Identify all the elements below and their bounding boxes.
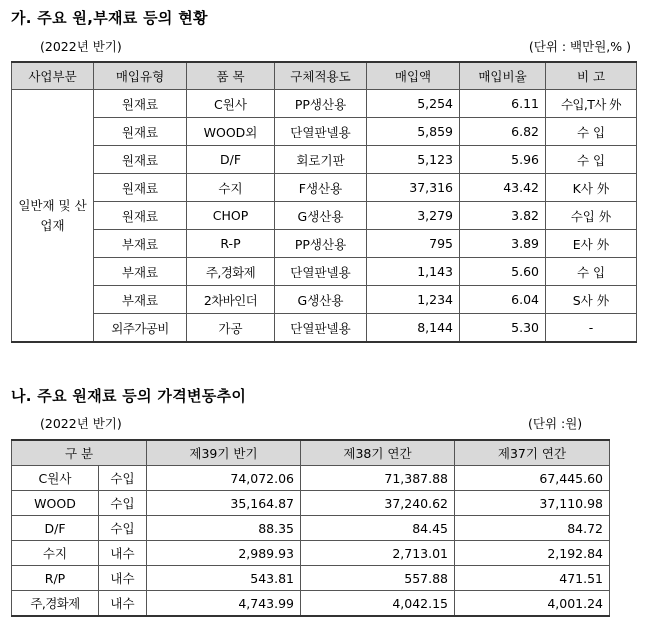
note-cell: 수입 外 [546,202,637,230]
ratio-cell: 5.96 [460,146,546,174]
price-39-cell: 88.35 [147,516,301,541]
section2-period: (2022년 반기) [40,416,122,431]
section2-unit: (단위 :원) [528,416,583,431]
price-38-cell: 37,240.62 [301,491,455,516]
usage-cell: G생산용 [275,286,367,314]
material-name-cell: C원사 [12,466,99,491]
table-row [12,541,610,566]
ratio-cell: 43.42 [460,174,546,202]
ratio-cell: 6.11 [460,90,546,118]
price-38-cell: 4,042.15 [301,591,455,617]
price-38-cell: 557.88 [301,566,455,591]
price-39-cell: 74,072.06 [147,466,301,491]
price-39-cell: 543.81 [147,566,301,591]
header-period-39: 제39기 반기 [147,440,301,466]
header-period-37: 제37기 연간 [455,440,610,466]
type-cell: 원재료 [94,90,187,118]
header-item: 품 목 [187,62,275,90]
usage-cell: F생산용 [275,174,367,202]
header-category: 구 분 [12,440,147,466]
note-cell: 수 입 [546,118,637,146]
item-cell: C원사 [187,90,275,118]
section1-unit: (단위 : 백만원,% ) [528,39,631,54]
usage-cell: G생산용 [275,202,367,230]
table-row [12,230,637,258]
note-cell: - [546,314,637,343]
price-38-cell: 71,387.88 [301,466,455,491]
table-row [12,286,637,314]
type-cell: 원재료 [94,174,187,202]
usage-cell: PP생산용 [275,90,367,118]
amount-cell: 1,234 [367,286,460,314]
price-37-cell: 67,445.60 [455,466,610,491]
table-row [12,591,610,617]
source-cell: 수입 [99,491,147,516]
item-cell: 수지 [187,174,275,202]
amount-cell: 5,123 [367,146,460,174]
type-cell: 외주가공비 [94,314,187,343]
note-cell: K사 外 [546,174,637,202]
usage-cell: 단열판넬용 [275,314,367,343]
price-39-cell: 35,164.87 [147,491,301,516]
table-row [12,118,637,146]
header-note: 비 고 [546,62,637,90]
note-cell: S사 外 [546,286,637,314]
table-header-row [12,440,610,466]
header-purchase-type: 매입유형 [94,62,187,90]
header-ratio: 매입비율 [460,62,546,90]
ratio-cell: 6.82 [460,118,546,146]
material-name-cell: D/F [12,516,99,541]
note-cell: E사 外 [546,230,637,258]
type-cell: 부재료 [94,230,187,258]
table-row [12,258,637,286]
price-37-cell: 84.72 [455,516,610,541]
price-39-cell: 4,743.99 [147,591,301,617]
usage-cell: PP생산용 [275,230,367,258]
source-cell: 수입 [99,466,147,491]
source-cell: 내수 [99,591,147,617]
price-trend-table [11,439,610,617]
price-37-cell: 2,192.84 [455,541,610,566]
table-row [12,566,610,591]
table-header-row [12,62,637,90]
table-row [12,314,637,343]
header-period-38: 제38기 연간 [301,440,455,466]
table-row [12,174,637,202]
item-cell: R-P [187,230,275,258]
price-38-cell: 2,713.01 [301,541,455,566]
division-cell: 일반재 및 산업재 [12,90,94,343]
ratio-cell: 6.04 [460,286,546,314]
amount-cell: 1,143 [367,258,460,286]
usage-cell: 단열판넬용 [275,258,367,286]
note-cell: 수 입 [546,258,637,286]
type-cell: 원재료 [94,118,187,146]
section2-heading: 나. 주요 원재료 등의 가격변동추이 [11,387,247,405]
item-cell: 2차바인더 [187,286,275,314]
amount-cell: 795 [367,230,460,258]
table-row [12,146,637,174]
header-amount: 매입액 [367,62,460,90]
item-cell: 가공 [187,314,275,343]
price-37-cell: 471.51 [455,566,610,591]
price-38-cell: 84.45 [301,516,455,541]
amount-cell: 3,279 [367,202,460,230]
material-name-cell: WOOD [12,491,99,516]
usage-cell: 단열판넬용 [275,118,367,146]
ratio-cell: 5.30 [460,314,546,343]
amount-cell: 5,254 [367,90,460,118]
material-name-cell: 수지 [12,541,99,566]
material-name-cell: 주,경화제 [12,591,99,617]
item-cell: CHOP [187,202,275,230]
table-row [12,90,637,118]
note-cell: 수입,T사 外 [546,90,637,118]
type-cell: 원재료 [94,202,187,230]
table-row [12,202,637,230]
header-division: 사업부문 [12,62,94,90]
source-cell: 내수 [99,541,147,566]
raw-materials-table [11,61,637,343]
usage-cell: 회로기판 [275,146,367,174]
source-cell: 내수 [99,566,147,591]
amount-cell: 5,859 [367,118,460,146]
amount-cell: 37,316 [367,174,460,202]
material-name-cell: R/P [12,566,99,591]
price-39-cell: 2,989.93 [147,541,301,566]
item-cell: WOOD외 [187,118,275,146]
ratio-cell: 3.89 [460,230,546,258]
ratio-cell: 5.60 [460,258,546,286]
type-cell: 원재료 [94,146,187,174]
section1-period: (2022년 반기) [40,39,122,54]
table-row [12,516,610,541]
item-cell: 주,경화제 [187,258,275,286]
amount-cell: 8,144 [367,314,460,343]
table-row [12,466,610,491]
table-row [12,491,610,516]
type-cell: 부재료 [94,286,187,314]
price-37-cell: 4,001.24 [455,591,610,617]
source-cell: 수입 [99,516,147,541]
item-cell: D/F [187,146,275,174]
type-cell: 부재료 [94,258,187,286]
ratio-cell: 3.82 [460,202,546,230]
header-usage: 구체적용도 [275,62,367,90]
section1-heading: 가. 주요 원,부재료 등의 현황 [11,9,208,27]
price-37-cell: 37,110.98 [455,491,610,516]
note-cell: 수 입 [546,146,637,174]
